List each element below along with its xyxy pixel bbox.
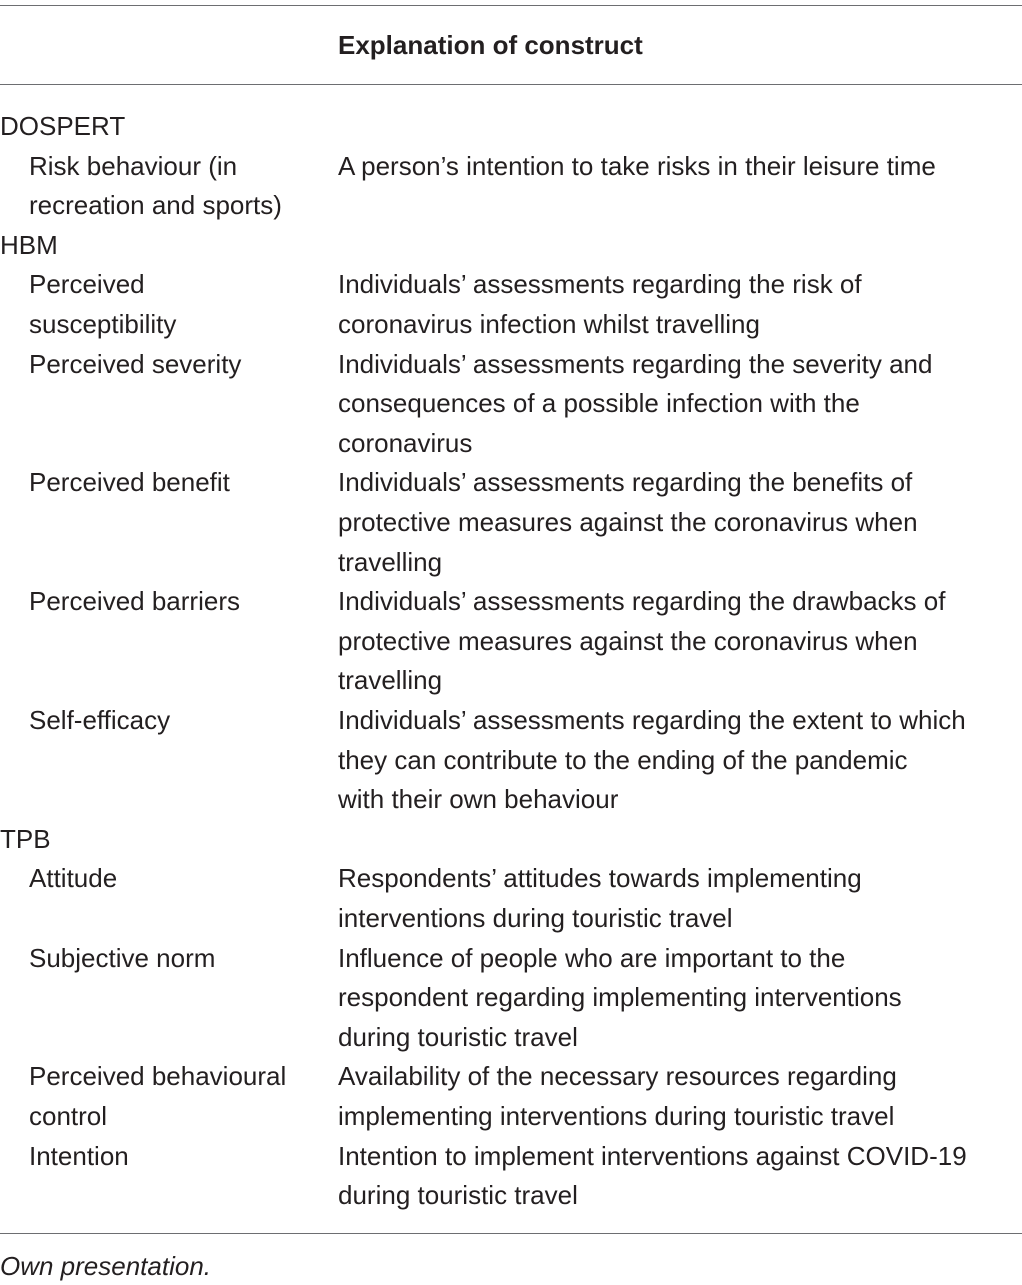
construct-explanation-line: Availability of the necessary resources regarding [338, 1061, 897, 1092]
construct-name-line: recreation and sports) [29, 190, 282, 221]
construct-explanation-line: protective measures against the coronavirus when [338, 625, 918, 656]
construct-explanation [338, 1057, 1022, 1136]
construct-explanation-line: interventions during touristic travel [338, 902, 733, 933]
construct-name-line: Perceived barriers [29, 586, 240, 617]
table-row [0, 463, 1022, 582]
construct-explanation [338, 345, 1022, 464]
construct-explanation-line: consequences of a possible infection with the [338, 388, 860, 419]
construct-name-line: Perceived [29, 269, 145, 300]
construct-name-line: Perceived behavioural [29, 1061, 287, 1092]
construct-name-line: Perceived severity [29, 348, 242, 379]
construct-explanation-line: Individuals’ assessments regarding the benefits of [338, 467, 913, 498]
construct-explanation [338, 701, 1022, 820]
construct-name-line: control [29, 1100, 108, 1131]
construct-explanation-line: Respondents’ attitudes towards implementing [338, 863, 862, 894]
construct-name [29, 939, 319, 979]
construct-name [29, 1137, 319, 1177]
table-header-rule [0, 84, 1022, 85]
table-row [0, 939, 1022, 1058]
construct-explanation-line: Individuals’ assessments regarding the severity and [338, 348, 933, 379]
table-top-rule [0, 5, 1022, 6]
construct-name-line: Subjective norm [29, 942, 216, 973]
group-row [0, 226, 1022, 266]
construct-name [29, 265, 319, 344]
construct-explanation-line: respondent regarding implementing interventions [338, 982, 902, 1013]
construct-name-line: susceptibility [29, 308, 177, 339]
construct-name [29, 859, 319, 899]
group-label: DOSPERT [0, 111, 126, 141]
group-label: HBM [0, 229, 58, 260]
construct-explanation-line: with their own behaviour [338, 784, 619, 815]
construct-name-line: Perceived benefit [29, 467, 230, 498]
construct-name-line: Risk behaviour (in [29, 150, 238, 181]
construct-explanation [338, 582, 1022, 701]
construct-explanation-line: coronavirus infection whilst travelling [338, 308, 760, 339]
table-row [0, 582, 1022, 701]
construct-explanation-line: during touristic travel [338, 1180, 578, 1211]
table-row [0, 1137, 1022, 1216]
construct-explanation [338, 265, 1022, 344]
construct-name [29, 582, 319, 622]
construct-explanation-line: Individuals’ assessments regarding the extent to which [338, 704, 966, 735]
construct-explanation [338, 147, 1022, 187]
table-row [0, 1057, 1022, 1136]
construct-name [29, 463, 319, 503]
construct-explanation-line: travelling [338, 665, 443, 696]
table-row [0, 859, 1022, 938]
construct-explanation-line: Individuals’ assessments regarding the risk of [338, 269, 862, 300]
construct-explanation-line: Intention to implement interventions against COVID-19 [338, 1140, 967, 1171]
construct-name [29, 1057, 319, 1136]
construct-explanation-line: they can contribute to the ending of the pandemic [338, 744, 908, 775]
table-bottom-rule [0, 1233, 1022, 1234]
group-label: TPB [0, 823, 51, 854]
construct-name [29, 701, 319, 741]
column-header-explanation: Explanation of construct [338, 30, 643, 60]
group-row [0, 820, 1022, 860]
table-row [0, 147, 1022, 226]
table-row [0, 265, 1022, 344]
construct-explanation-line: protective measures against the coronavirus when [338, 506, 918, 537]
construct-explanation [338, 463, 1022, 582]
construct-explanation-line: coronavirus [338, 427, 473, 458]
construct-name-line: Attitude [29, 863, 118, 894]
construct-explanation [338, 939, 1022, 1058]
construct-name-line: Self-efficacy [29, 704, 171, 735]
group-row [0, 107, 1022, 147]
construct-explanation-line: implementing interventions during touristic travel [338, 1100, 895, 1131]
construct-explanation [338, 859, 1022, 938]
construct-explanation-line: Individuals’ assessments regarding the drawbacks of [338, 586, 946, 617]
construct-explanation [338, 1137, 1022, 1216]
table-row [0, 701, 1022, 820]
construct-name [29, 345, 319, 385]
construct-name [29, 147, 319, 226]
construct-explanation-line: A person’s intention to take risks in their leisure time [338, 150, 936, 181]
construct-explanation-line: travelling [338, 546, 443, 577]
construct-explanation-line: Influence of people who are important to the [338, 942, 846, 973]
construct-explanation-line: during touristic travel [338, 1021, 578, 1052]
table-body [0, 107, 1022, 1216]
table-row [0, 345, 1022, 464]
construct-name-line: Intention [29, 1140, 129, 1171]
table-footnote: Own presentation. [0, 1251, 212, 1281]
